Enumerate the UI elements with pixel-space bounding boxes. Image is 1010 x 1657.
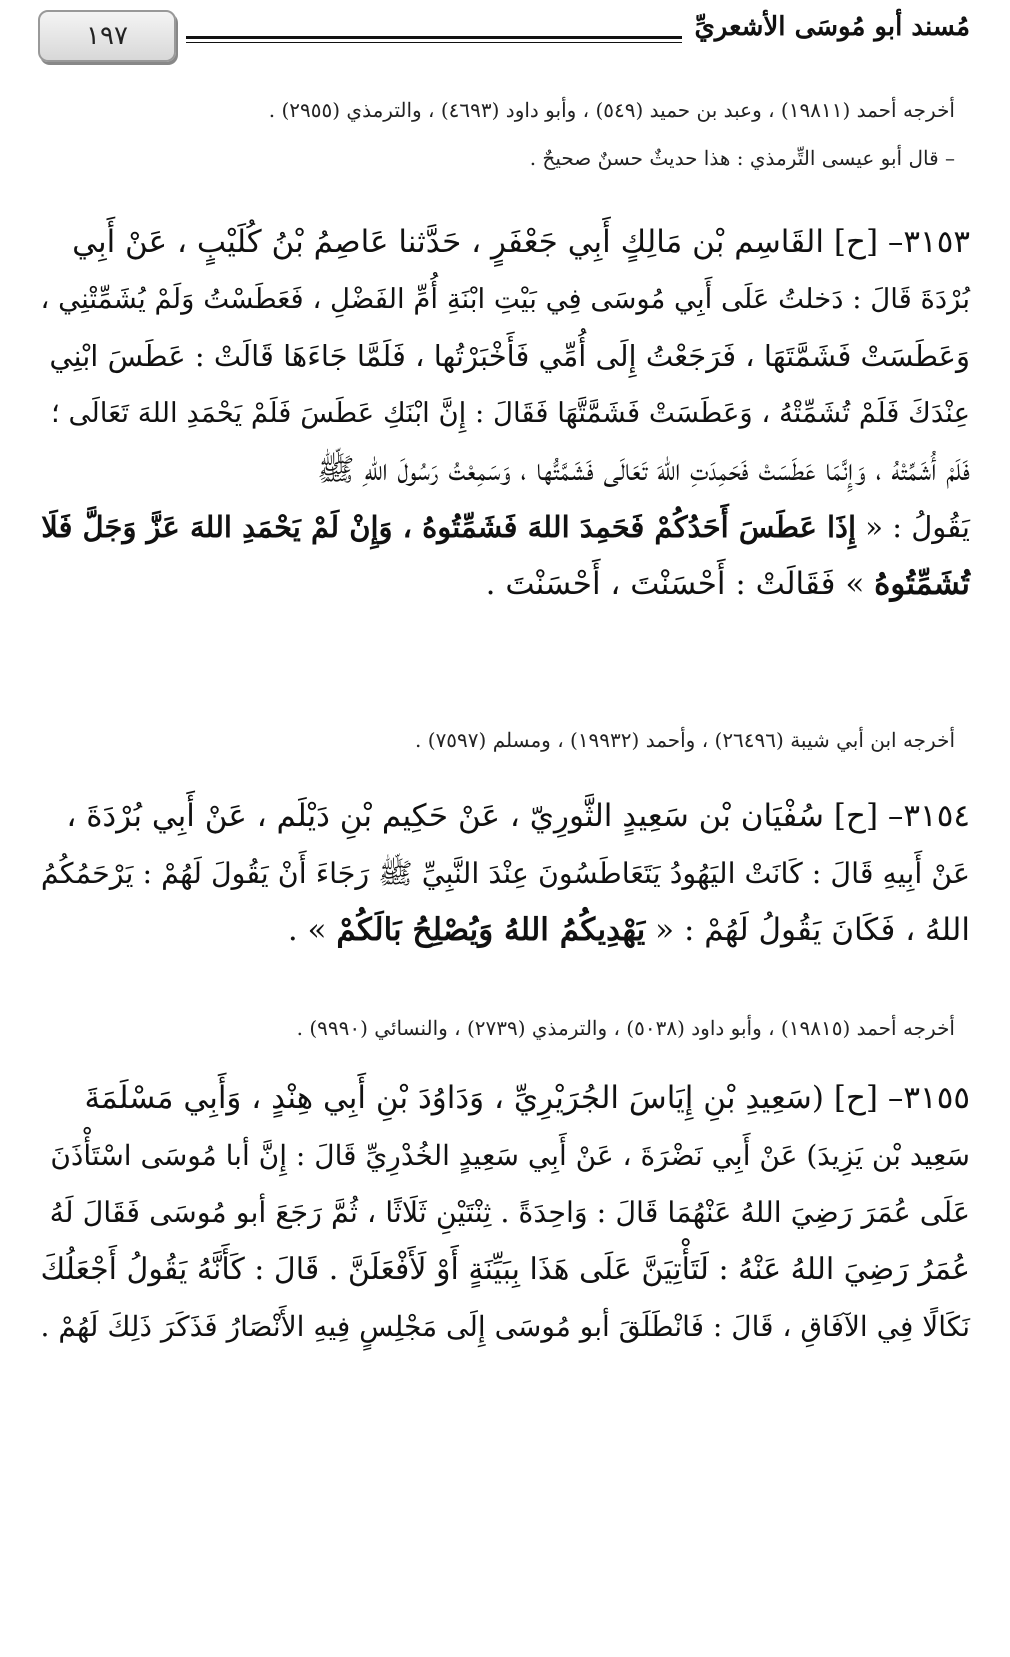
source-note: أخرجه ابن أبي شيبة (٢٦٤٩٦) ، وأحمد (١٩٩٣٢) ، ومسلم (٧٥٩٧) . <box>415 728 955 752</box>
hadith-line <box>40 499 970 556</box>
hadith-line <box>40 902 970 959</box>
hadith-line: بُرْدَةَ قَالَ : دَخلتُ عَلَى أَبِي مُوسَى فِي بَيْتِ ابْنَةِ أُمِّ الفَضْلِ ، فَعَطَسْتُ وَلَمْ يُشَمِّتْنِي ، <box>40 283 970 315</box>
hadith-line: فَلَمْ أُشَمِّتْهُ ، وَإِنَّمَا عَطَسَتْ فَحَمِدَتِ اللهَ تَعَالَى فَشَمَّتُّها ، وَسَمِعْتُ رَسُولَ اللهِ ﷺ <box>317 452 970 488</box>
running-title: مُسند أبو مُوسَى الأشعريِّ <box>694 12 970 42</box>
hadith-line: عَنْ أَبِيهِ قَالَ : كَانَتْ اليَهُودُ يَتَعَاطَسُونَ عِنْدَ النَّبِيِّ ﷺ رَجَاءَ أَنْ يَقُولَ لَهُمْ : يَرْحَمُكُمُ <box>40 857 970 890</box>
hadith-line <box>40 556 970 613</box>
hadith-line: وَعَطَسَتْ فَشَمَّتَهَا ، فَرَجَعْتُ إِلَى أُمِّي فَأَخْبَرْتُها ، فَلَمَّا جَاءَهَا قَالَتْ : عَطَسَ ابْنِي <box>49 339 970 373</box>
hadith-line: نَكَالًا فِي الآفَاقِ ، قَالَ : فَانْطَلَقَ أبو مُوسَى إِلَى مَجْلِسٍ فِيهِ الأَنْصَارُ فَذَكَرَ ذَلِكَ لَهُمْ . <box>40 1310 970 1343</box>
hadith-line: عِنْدَكَ فَلَمْ تُشَمِّتْهُ ، وَعَطَسَتْ فَشَمَّتَّهَا فَقَالَ : إِنَّ ابْنَكِ عَطَسَ فَلَمْ يَحْمَدِ اللهَ تَعَالَى ؛ <box>50 397 970 429</box>
hadith-3155 <box>40 1070 970 1355</box>
hadith-line: عُمَرُ رَضِيَ اللهُ عَنْهُ : لَتَأْتِيَنَّ عَلَى هَذَا بِبَيِّنَةٍ أَوْ لَأَفْعَلَنَّ . قَالَ : كَأَنَّهُ يَقُولُ أَجْعَلُكَ <box>40 1252 970 1287</box>
hadith-line: ٣١٥٥– [ح] (سَعِيدِ بْنِ إِيَاسَ الجُرَيْرِيِّ ، وَدَاوُدَ بْنِ أَبِي هِنْدٍ ، وَأَبِي مَسْلَمَةَ <box>84 1080 970 1116</box>
hadith-3154 <box>40 788 970 959</box>
quote-outro: » . <box>287 912 337 948</box>
page-number: ١٩٧ <box>38 10 176 62</box>
tirmidhi-comment: – قال أبو عيسى التِّرمذي : هذا حديثٌ حسنٌ صحيحٌ . <box>529 146 955 170</box>
hadith-line: عَلَى عُمَرَ رَضِيَ اللهُ عَنْهُمَا قَالَ : وَاحِدَةً . ثِنْتَيْنِ ثَلَاثًا ، ثُمَّ رَجَعَ أبو مُوسَى فَقَالَ لَهُ <box>49 1196 970 1229</box>
quote-outro: » فَقَالَتْ : أَحْسَنْتَ ، أَحْسَنْتَ . <box>485 566 875 602</box>
header-rule <box>186 36 682 43</box>
hadith-line: سَعِيد بْن يَزِيدَ) عَنْ أَبِي نَضْرَةَ ، عَنْ أَبِي سَعِيدٍ الخُدْرِيِّ قَالَ : إِنَّ أبا مُوسَى اسْتَأْذَنَ <box>50 1139 970 1172</box>
source-note: أخرجه أحمد (١٩٨١١) ، وعبد بن حميد (٥٤٩) ، وأبو داود (٤٦٩٣) ، والترمذي (٢٩٥٥) . <box>268 98 955 122</box>
hadith-line: ٣١٥٣– [ح] القَاسِم بْن مَالِكٍ أَبِي جَعْفَرٍ ، حَدَّثنا عَاصِمُ بْنُ كُلَيْبٍ ، عَنْ أَبِي <box>72 224 970 260</box>
prophetic-saying: إِذَا عَطَسَ أَحَدُكُمْ فَحَمِدَ اللهَ فَشَمِّتُوهُ ، وَإِنْ لَمْ يَحْمَدِ اللهَ عَزَّ وَجَلَّ فَلَا <box>41 510 857 544</box>
quote-intro: يَقُولُ : « <box>856 510 970 544</box>
hadith-line: ٣١٥٤– [ح] سُفْيَان بْن سَعِيدٍ الثَّورِيّ ، عَنْ حَكِيم بْنِ دَيْلَم ، عَنْ أَبِي بُرْدَةَ ، <box>66 798 970 834</box>
prophetic-saying-end: تُشَمِّتُوهُ <box>874 566 970 602</box>
page-header <box>38 10 970 62</box>
hadith-3153 <box>40 214 970 613</box>
quote-intro: اللهُ ، فَكَانَ يَقُولُ لَهُمْ : « <box>645 912 970 948</box>
prophetic-saying: يَهْدِيكُمُ اللهُ وَيُصْلِحُ بَالَكُمْ <box>336 912 646 948</box>
source-note: أخرجه أحمد (١٩٨١٥) ، وأبو داود (٥٠٣٨) ، والترمذي (٢٧٣٩) ، والنسائي (٩٩٩٠) . <box>296 1016 955 1040</box>
